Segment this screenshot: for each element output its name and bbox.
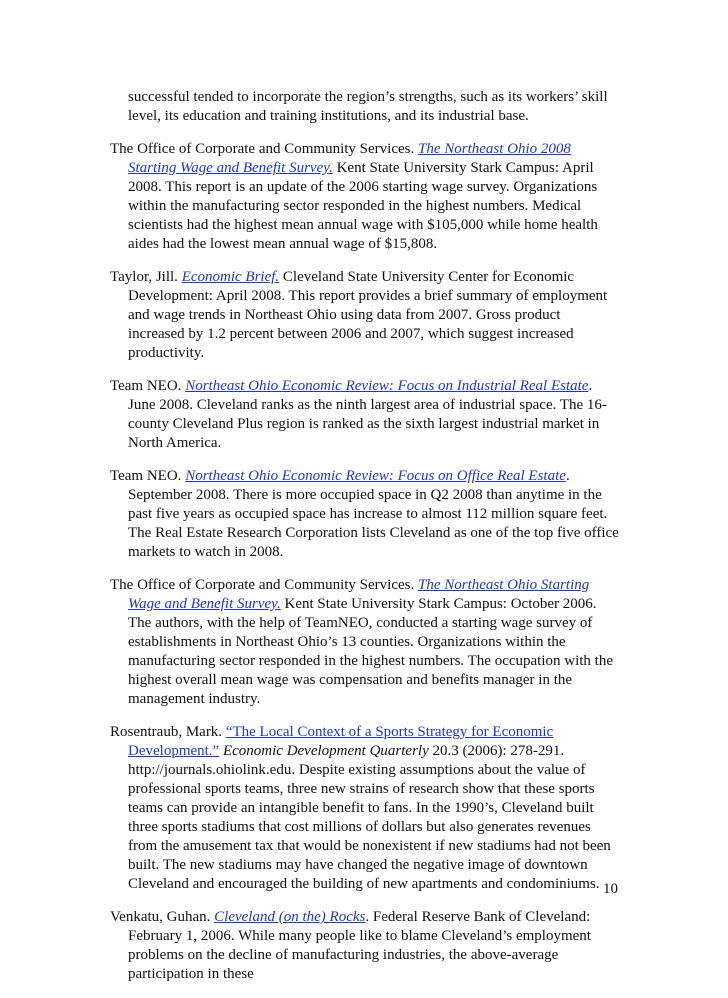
entry-author: Venkatu, Guhan. [110, 909, 215, 925]
entry-author: The Office of Corporate and Community Services. [110, 141, 418, 157]
entry-title-link[interactable]: The Northeast Ohio 2008 Starting Wage and Benefit Survey. [128, 141, 571, 176]
entry-author: Rosentraub, Mark. [110, 724, 226, 740]
entry-author: Team NEO. [110, 378, 186, 394]
entry-title-link[interactable]: Economic Brief. [181, 269, 280, 285]
entry-title-link[interactable]: Cleveland (on the) Rocks [214, 909, 366, 925]
entry-title-link[interactable]: Northeast Ohio Economic Review: Focus on Office Real Estate [185, 468, 566, 484]
entry-body: Kent State University Stark Campus: October 2006. The authors, with the help of TeamNEO, conducted a starting wage survey of establishments in Northeast Ohio’s 13 counties. Organizations within the manufacturing sector responded in the highest numbers. The occupation with the highest overall mean wage was compensation and benefits manager in the management industry. [128, 596, 614, 707]
page-number: 10 [603, 881, 618, 897]
entry-body: Cleveland State University Center for Economic Development: April 2008. This report provides a brief summary of employment and wage trends in Northeast Ohio using data from 2007. Gross product increased by 1.2 percent between 2006 and 2007, which suggest increased productivity. [128, 269, 608, 361]
entry-title-link[interactable]: Northeast Ohio Economic Review: Focus on Industrial Real Estate [185, 378, 589, 394]
entry-author: The Office of Corporate and Community Services. [110, 577, 418, 593]
entry-body: Kent State University Stark Campus: April 2008. This report is an update of the 2006 starting wage survey. Organizations within the manufacturing sector responded in the highest numbers. Medical scientists had the highest mean annual wage with $105,000 while home health aides had the lowest mean annual wage of $15,808. [128, 160, 598, 252]
bibliography-entry [110, 140, 620, 254]
bibliography [110, 88, 620, 998]
entry-body: 20.3 (2006): 278-291. http://journals.ohiolink.edu. Despite existing assumptions about the value of professional sports teams, three new strains of research show that these sports teams can provide an intangible benefit to fans. In the 1990’s, Cleveland built three sports stadiums that cost millions of dollars but also generates revenues from the amusement tax that would be nonexistent if new stadiums had not been built. The new stadiums may have changed the negative image of downtown Cleveland and encouraged the building of new apartments and condominiums. [128, 743, 611, 892]
bibliography-entry [110, 908, 620, 984]
bibliography-entry [110, 377, 620, 453]
bibliography-entry [110, 576, 620, 709]
bibliography-entry [110, 723, 620, 894]
bibliography-entry-continuation [110, 88, 620, 126]
entry-title-link[interactable]: The Northeast Ohio Starting Wage and Benefit Survey. [128, 577, 590, 612]
entry-body: . Federal Reserve Bank of Cleveland: February 1, 2006. While many people like to blame Cleveland’s employment problems on the decline of manufacturing industries, the above-average participation in these [128, 909, 591, 982]
bibliography-entry [110, 467, 620, 562]
entry-journal: Economic Development Quarterly [222, 743, 429, 759]
entry-title-link[interactable]: “The Local Context of a Sports Strategy for Economic Development.” [128, 724, 554, 759]
entry-author: Taylor, Jill. [110, 269, 182, 285]
entry-body: . September 2008. There is more occupied space in Q2 2008 than anytime in the past five years as occupied space has increase to almost 112 million square feet. The Real Estate Research Corporation lists Cleveland as one of the top five office markets to watch in 2008. [128, 468, 619, 560]
entry-author: Team NEO. [110, 468, 186, 484]
bibliography-entry [110, 268, 620, 363]
entry-body: successful tended to incorporate the region’s strengths, such as its workers’ skill level, its education and training institutions, and its industrial base. [128, 89, 608, 124]
entry-body: . June 2008. Cleveland ranks as the ninth largest area of industrial space. The 16-county Cleveland Plus region is ranked as the sixth largest industrial market in North America. [128, 378, 607, 451]
